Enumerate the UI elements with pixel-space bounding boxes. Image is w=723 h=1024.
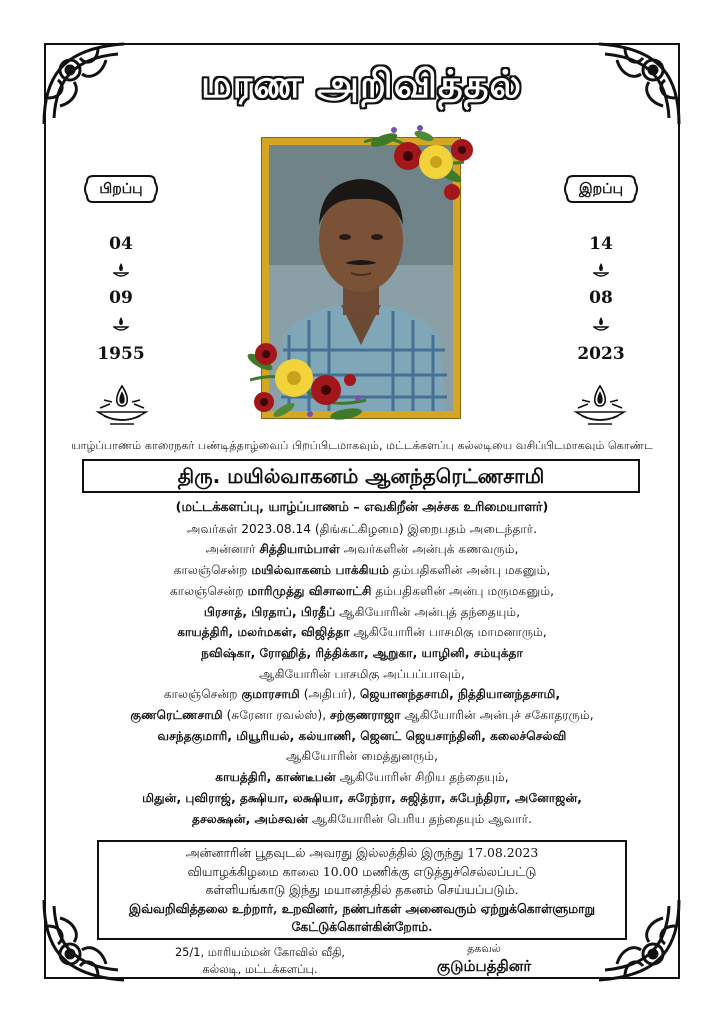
relation-line: [50, 767, 674, 788]
relation-line: [50, 705, 674, 726]
relations-list: [50, 539, 674, 829]
small-lamp-icon: [593, 262, 609, 280]
relation-text: ஆகியோரின் சிறிய தந்தையும்,: [335, 770, 509, 785]
relation-text: தம்பதிகளின் அன்பு மகனும்,: [388, 563, 551, 578]
notice-line: கேட்டுக்கொள்கின்றோம்.: [291, 919, 433, 935]
death-label: இறப்பு: [579, 181, 623, 197]
relation-names: மயில்வாகனம் பாக்கியம்: [251, 563, 389, 578]
relation-text: ஆகியோரின் பாசமிகு அப்பப்பாவும்,: [259, 666, 465, 681]
obituary-body: [50, 498, 674, 829]
relation-text: அன்னார்: [205, 542, 260, 557]
relation-text: ஆகியோரின் பெரிய தந்தையும் ஆவார்.: [308, 811, 532, 826]
relation-names: தசலக்ஷன், அம்சவன்: [192, 811, 309, 826]
small-lamp-icon: [113, 262, 129, 280]
birth-label: பிறப்பு: [99, 181, 143, 197]
family-address: [150, 944, 370, 978]
passing-line: அவர்கள் 2023.08.14 (திங்கட்கிழமை) இறைபதம் அடைந்தார்.: [186, 521, 538, 536]
relation-text: அவர்களின் அன்புக் கணவரும்,: [339, 542, 519, 557]
relation-names: சித்தியாம்பாள்: [259, 542, 340, 557]
relation-line: [50, 539, 674, 560]
relation-text: காலஞ்சென்ற: [169, 583, 248, 598]
relation-names: சற்குணராஜா: [330, 708, 401, 723]
death-month: 08: [589, 288, 613, 308]
flower-cluster-icon: [246, 340, 370, 430]
relation-names: மிதுன், புவிராஜ், தக்ஷியா, லக்ஷியா, சுரேந்ரா, சுஜித்ரா, சுபேந்திரா, அனோஜன்,: [142, 790, 582, 805]
birth-year: 1955: [97, 344, 145, 364]
death-year: 2023: [577, 344, 625, 364]
relation-line: [50, 622, 674, 643]
relation-names: பிரசாத், பிரதாப், பிரதீப்: [203, 604, 336, 619]
small-lamp-icon: [593, 316, 609, 334]
relation-names: காயத்திரி, மலர்மகள், விஜித்தா: [177, 625, 350, 640]
birth-month: 09: [109, 288, 133, 308]
relation-names: வசந்தகுமாரி, மியூரியல், கல்யாணி, ஜெனட் ஜெயசாந்தினி, கலைச்செல்வி: [157, 728, 567, 743]
deceased-name: திரு. மயில்வாகனம் ஆனந்தரெட்ணசாமி: [82, 459, 640, 493]
small-lamp-icon: [113, 316, 129, 334]
relation-line: [50, 664, 674, 685]
relation-text: ஆகியோரின் பாசமிகு மாமனாரும்,: [349, 625, 547, 640]
relation-text: ஆகியோரின் மைத்துனரும்,: [286, 749, 438, 764]
death-label-badge: [563, 170, 639, 208]
origin-line: யாழ்ப்பாணம் காரைநகர் பண்டித்தாழ்வைப் பிறப்பிடமாகவும், மட்டக்களப்பு கல்லடியை வசிப்பிடமாகவும் கொண்ட: [71, 439, 653, 452]
relation-names: மாரிமுத்து விசாலாட்சி: [247, 583, 372, 598]
notice-line: வியாழக்கிழமை காலை 10.00 மணிக்கு எடுத்துச்செல்லப்பட்டு: [187, 863, 537, 879]
relation-line: [50, 809, 674, 830]
relation-line: [50, 560, 674, 581]
relation-line: [50, 643, 674, 664]
relation-text: ஆகியோரின் அன்புச் சகோதரரும்,: [400, 708, 594, 723]
relation-names: குணரெட்ணசாமி: [130, 708, 223, 723]
flower-cluster-icon: [364, 122, 474, 202]
family-signature: [414, 942, 554, 977]
death-day: 14: [589, 234, 613, 254]
relation-line: [50, 726, 674, 747]
relation-text: (அதிபர்),: [299, 687, 360, 702]
relation-names: காயத்திரி, காண்டீபன்: [215, 770, 336, 785]
relation-line: [50, 788, 674, 809]
address-line: கல்லடி, மட்டக்களப்பு.: [202, 962, 318, 976]
death-column: [551, 170, 651, 364]
relation-text: தம்பதிகளின் அன்பு மருமகனும்,: [371, 583, 555, 598]
relation-text: காலஞ்சென்ற: [163, 687, 242, 702]
relation-names: ஜெயானந்தசாமி, நித்தியானந்தசாமி,: [359, 687, 561, 702]
notice-line: அன்னாரின் பூதவுடல் அவரது இல்லத்தில் இருந்து 17.08.2023: [185, 845, 539, 860]
relation-line: [50, 684, 674, 705]
page-title: மரண அறிவித்தல்: [201, 62, 522, 106]
notice-line: கள்ளியங்காடு இந்து மயானத்தில் தகனம் செய்யப்படும்.: [205, 882, 519, 898]
funeral-notice: [97, 840, 627, 940]
oil-lamp-icon: [572, 384, 628, 428]
family-value: குடும்பத்தினர்: [436, 957, 532, 975]
portrait-photo: [252, 122, 472, 427]
birth-day: 04: [109, 234, 133, 254]
relation-text: (சுரேனா ரவல்ஸ்),: [222, 708, 331, 723]
address-line: 25/1, மாரியம்மன் கோவில் வீதி,: [174, 945, 346, 959]
relation-line: [50, 746, 674, 767]
birth-column: [71, 170, 171, 364]
birth-label-badge: [83, 170, 159, 208]
notice-line: இவ்வறிவித்தலை உற்றார், உறவினர், நண்பர்கள் அனைவரும் ஏற்றுக்கொள்ளுமாறு: [129, 900, 595, 916]
relation-names: குமாரசாமி: [241, 687, 300, 702]
relation-text: ஆகியோரின் அன்புத் தந்தையும்,: [335, 604, 521, 619]
relation-line: [50, 602, 674, 623]
family-label: தகவல்: [467, 942, 501, 955]
subtitle: (மட்டக்களப்பு, யாழ்ப்பாணம் – எவகிறீன் அச்சக உரிமையாளர்): [175, 500, 549, 515]
relation-text: காலஞ்சென்ற: [173, 563, 252, 578]
relation-line: [50, 581, 674, 602]
relation-names: நவிஷ்கா, ரோஹித், ரித்திக்கா, ஆறுகா, யாழினி, சம்யுக்தா: [201, 645, 523, 660]
oil-lamp-icon: [94, 384, 150, 428]
